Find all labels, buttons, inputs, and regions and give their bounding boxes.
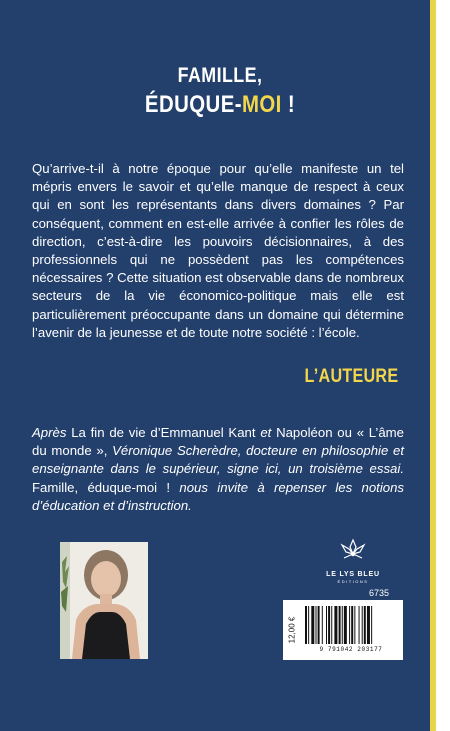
barcode-bar — [326, 606, 327, 644]
catalog-code: 6735 — [369, 588, 390, 598]
publisher-sub: ÉDITIONS — [337, 579, 369, 584]
barcode-bar — [351, 606, 353, 644]
price-label — [283, 600, 301, 660]
publisher-name: LE LYS BLEU — [326, 571, 380, 578]
lily-icon — [338, 538, 368, 564]
barcode-bar — [354, 606, 355, 644]
price-text: 12,00 € — [287, 616, 297, 644]
title-accent: MOI — [241, 91, 282, 118]
author-heading: L’AUTEURE — [304, 366, 398, 387]
author-bio — [32, 424, 404, 515]
bio-part-6: Famille, éduque-moi ! — [32, 479, 180, 495]
spine-edge — [430, 0, 440, 731]
isbn-number: 9 791042 203177 — [319, 646, 383, 653]
barcode-bar — [344, 606, 347, 644]
barcode-bar — [342, 606, 343, 644]
barcode-bar — [364, 606, 366, 644]
barcode-bar — [349, 606, 350, 644]
barcode-bar — [328, 606, 330, 644]
bio-part-3: et — [260, 425, 272, 440]
bio-part-4: Napoléon ou « L’âme du monde », — [32, 425, 404, 459]
barcode-bar — [331, 606, 332, 644]
barcode-bar — [334, 606, 337, 644]
author-photo — [60, 542, 148, 659]
barcode-bar — [359, 606, 360, 644]
barcode-icon — [305, 606, 397, 644]
author-portrait-image — [60, 542, 148, 659]
back-cover-blurb: Qu’arrive-t-il à notre époque pour qu’elle manifeste un tel mépris envers le savoir et qu’elle manque de respect à ceux qui en sont les représentants dans divers domaines ? Par conséquent, comment en est-elle arrivée à confier les rôles de direction, c’est-à-dire les pouvoirs décisionnaires, à des professionnels qui ne possèdent pas les compétences nécessaires ? Cette situation est observable dans de nombreux secteurs de la vie économico-politique mais elle est particulièrement préoccupante dans un domaine qui détermine l’avenir de la jeunesse et de toute notre société : l’école. — [32, 161, 404, 340]
title-line-2 — [33, 90, 407, 120]
bio-part-7: nous invite à repenser les notions d’éducation et d’instruction. — [32, 479, 405, 513]
barcode-panel — [283, 600, 403, 660]
bio-part-2: La fin de vie d’Emmanuel Kant — [66, 425, 261, 440]
barcode-bar — [311, 606, 314, 644]
barcode-bar — [308, 606, 309, 644]
barcode-bar — [316, 606, 317, 644]
book-title — [0, 62, 440, 120]
barcode-bar — [371, 606, 372, 644]
publisher-logo — [318, 538, 388, 584]
barcode-bar — [322, 606, 323, 644]
barcode-bar — [362, 606, 363, 644]
barcode-bar — [367, 606, 370, 644]
barcode-bar — [305, 606, 307, 644]
barcode-bar — [339, 606, 341, 644]
title-line-2-main: ÉDUQUE- — [144, 91, 242, 118]
barcode-bar — [318, 606, 320, 644]
bio-part-1: Après — [32, 425, 67, 440]
bio-part-5: Véronique Scherèdre, docteure en philosophie et enseignante dans le supérieur, signe ici, un troisième essai. — [32, 443, 405, 477]
title-line-1: FAMILLE, — [177, 64, 263, 87]
title-line-2-end: ! — [281, 91, 296, 118]
